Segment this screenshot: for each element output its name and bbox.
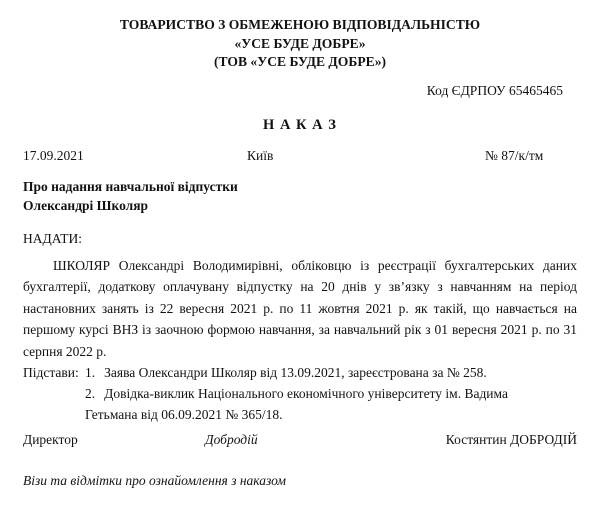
order-body-paragraph: ШКОЛЯР Олександрі Володимирівні, обліковцю із реєстрації бухгалтерських даних бухгалтерії, додаткову оплачувану відпустку на 20 днів у зв’язку з навчанням на період настановних занять із 22 вересня 2021 р. по 11 жовтня 2021 р. як такій, що навчається на першому курсі ВНЗ із заочною формою навчання, за навчальний рік з 01 вересня 2021 р. по 31 серпня 2022 р. (23, 257, 577, 359)
grounds-list (85, 362, 545, 425)
grounds-block (23, 362, 577, 425)
grounds-item-text: Заява Олександри Школяр від 13.09.2021, зареєстрована за № 258. (104, 365, 487, 380)
order-title: Н А К А З (263, 116, 337, 133)
company-name-line1: ТОВАРИСТВО З ОБМЕЖЕНОЮ ВІДПОВІДАЛЬНІСТЮ (119, 17, 481, 32)
grounds-item (85, 362, 545, 383)
grounds-item-number: 1. (85, 365, 96, 380)
order-subject-line1: Про надання навчальної відпустки (23, 178, 238, 194)
company-name-block (23, 16, 577, 72)
order-meta-row (23, 145, 577, 166)
grounds-item (85, 383, 545, 425)
grounds-label: Підстави: (23, 365, 79, 380)
signature-role: Директор (23, 432, 78, 447)
signature-name: Костянтин ДОБРОДІЙ (445, 432, 577, 447)
directive-word: НАДАТИ: (23, 230, 83, 246)
footer-note: Візи та відмітки про ознайомлення з наказом (23, 473, 286, 488)
grounds-item-number: 2. (85, 386, 96, 401)
company-name-line3: (ТОВ «УСЕ БУДЕ ДОБРЕ») (213, 54, 387, 69)
order-date: 17.09.2021 (23, 147, 84, 163)
order-subject (23, 177, 577, 215)
signature-handwritten: Добродій (205, 432, 258, 447)
order-number: № 87/к/тм (485, 147, 544, 163)
company-name-line2: «УСЕ БУДЕ ДОБРЕ» (234, 35, 366, 51)
order-subject-line2: Олександрі Школяр (23, 197, 149, 213)
edrpou-code: Код ЄДРПОУ 65465465 (426, 82, 563, 98)
order-city: Київ (247, 147, 274, 163)
grounds-item-text: Довідка-виклик Національного економічного університету ім. Вадима Гетьмана від 06.09.2021 № 365/18. (85, 386, 508, 422)
signature-row (23, 429, 577, 450)
